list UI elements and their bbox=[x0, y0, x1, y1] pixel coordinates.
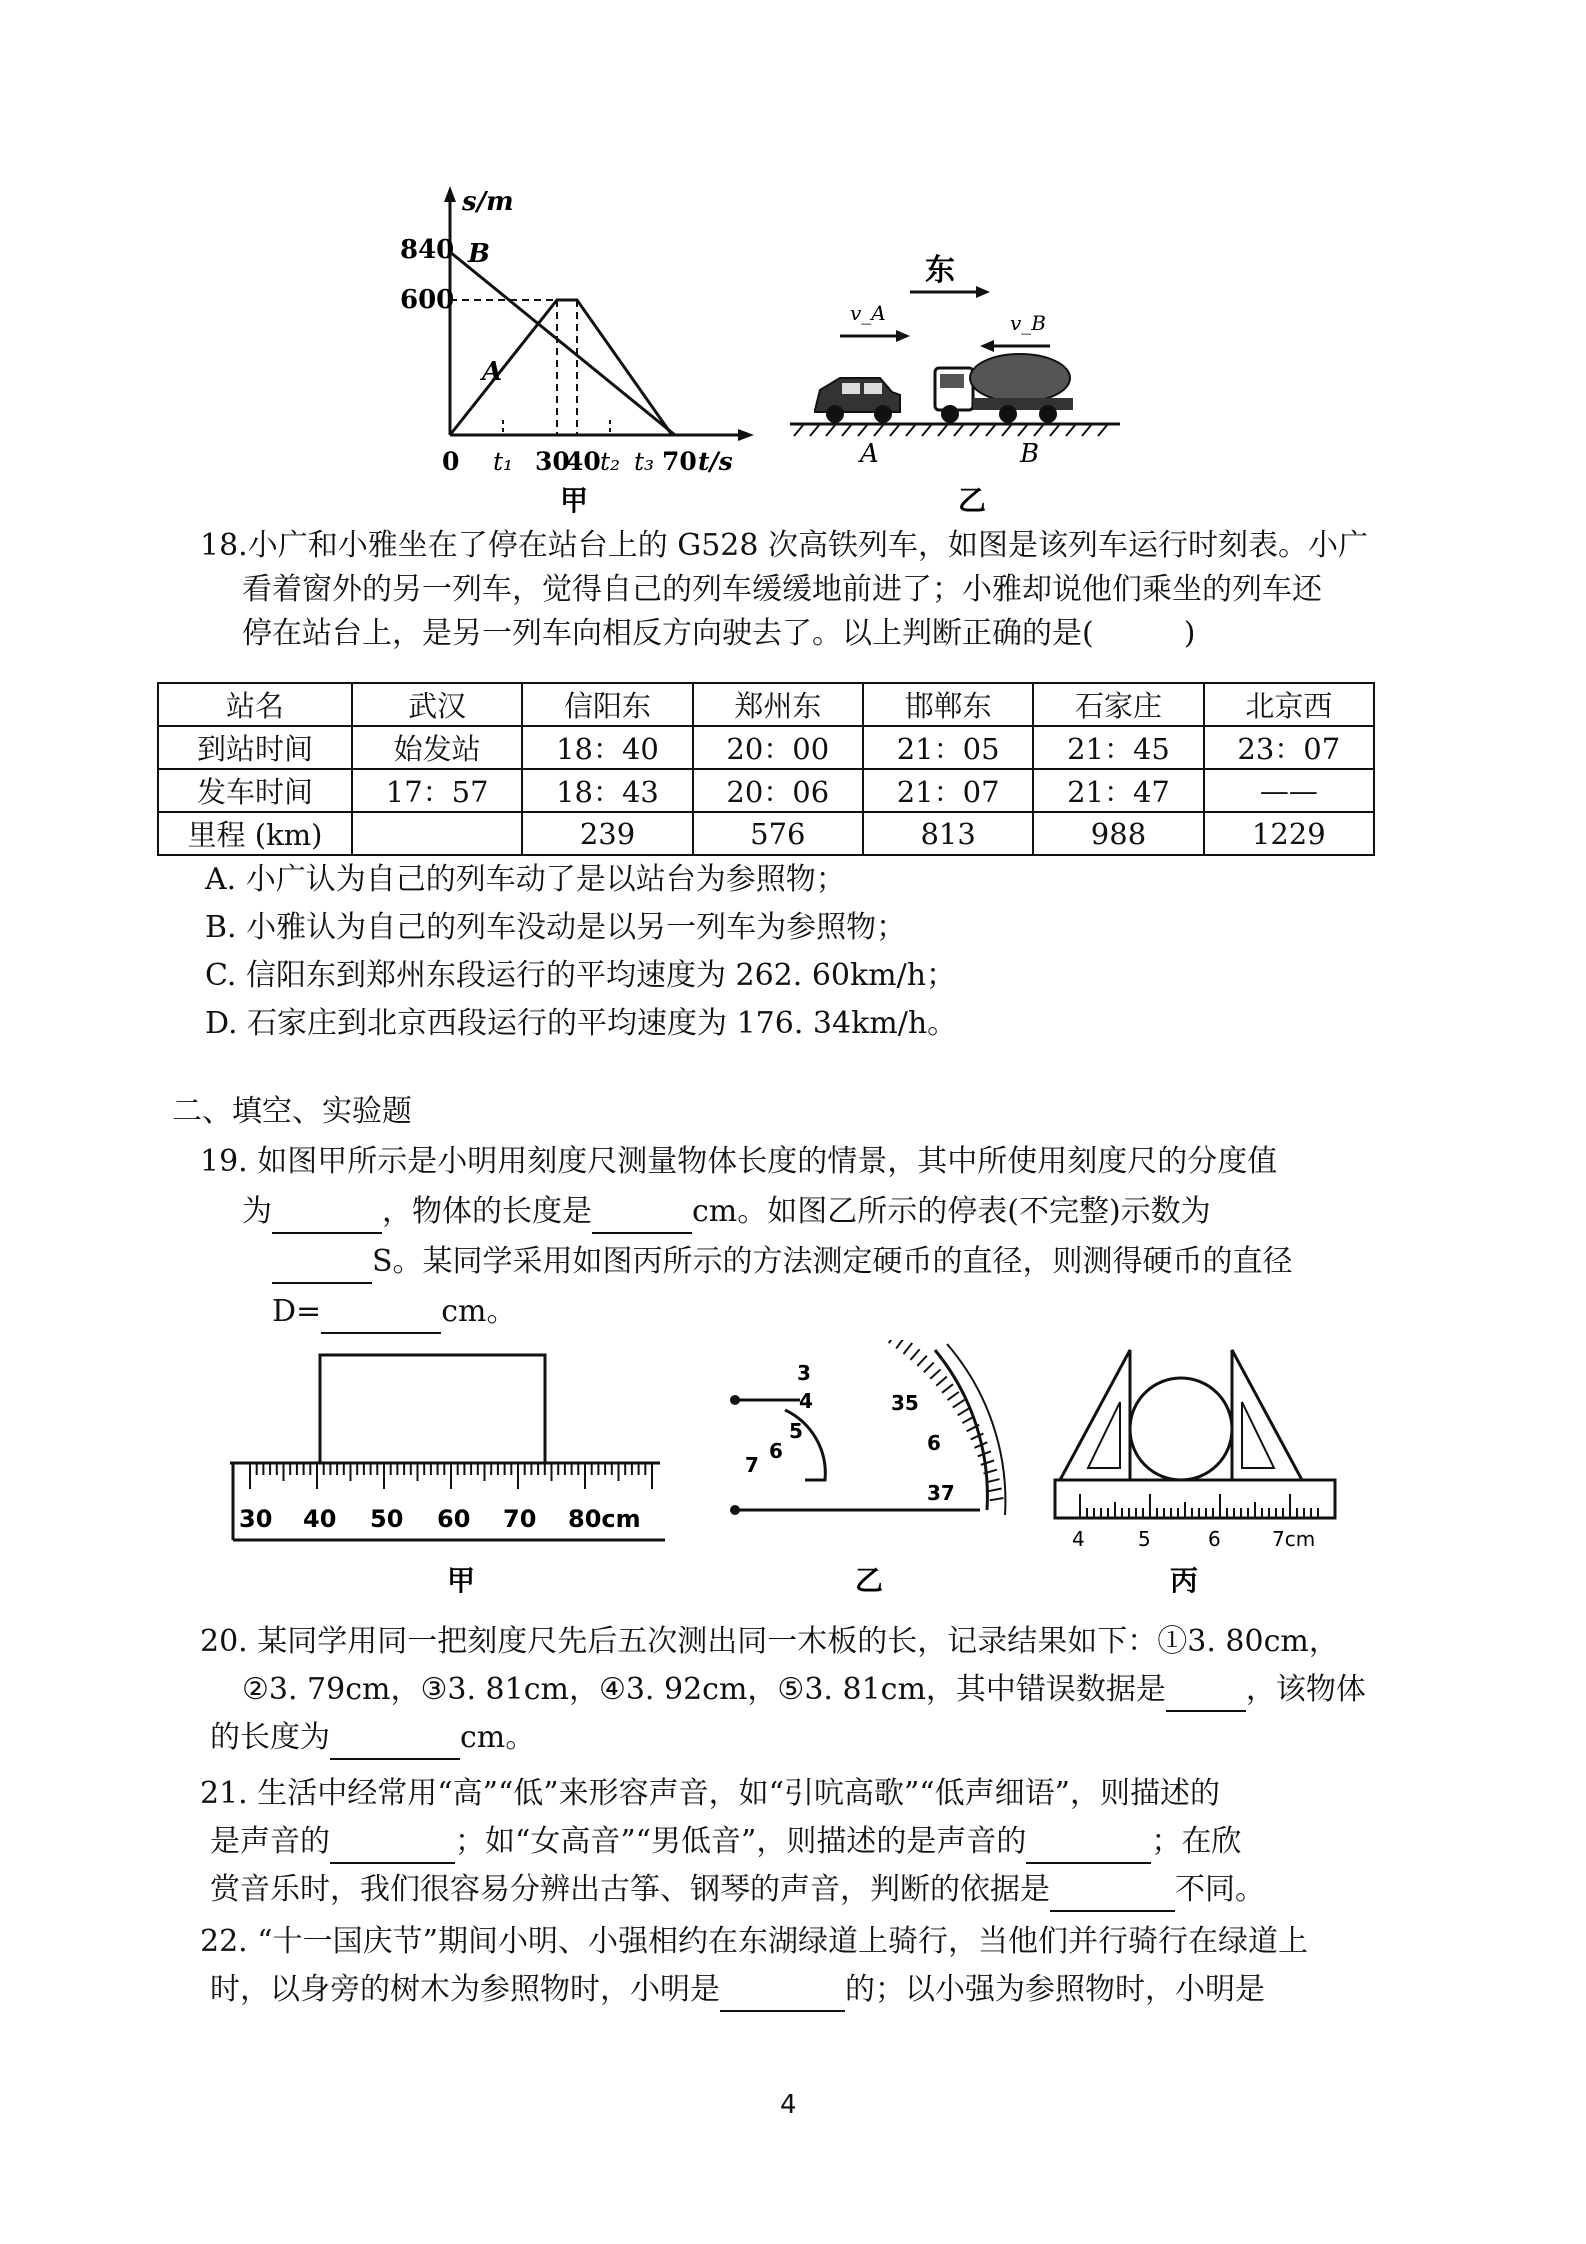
q19-line3 bbox=[272, 1240, 1293, 1284]
coin-caption: 丙 bbox=[1170, 1564, 1199, 1597]
table-cell: 21：07 bbox=[863, 769, 1033, 812]
coin-ruler-tick-4: 4 bbox=[1072, 1527, 1085, 1551]
x-tick-t3: t₃ bbox=[634, 447, 655, 476]
table-cell: 21：45 bbox=[1033, 726, 1203, 769]
q21-blank-2[interactable] bbox=[1026, 1832, 1151, 1864]
big-dial-35: 35 bbox=[891, 1391, 919, 1415]
q18-option-d: D. 石家庄到北京西段运行的平均速度为 176. 34km/h。 bbox=[205, 1006, 958, 1041]
q18-number: 18. bbox=[200, 528, 248, 563]
q20-number: 20. bbox=[200, 1624, 248, 1659]
ruler-tick-40: 40 bbox=[303, 1505, 337, 1533]
small-dial-6: 6 bbox=[769, 1439, 783, 1463]
table-row bbox=[158, 683, 1374, 726]
small-dial-3: 3 bbox=[797, 1361, 811, 1385]
q19-line1-text: 如图甲所示是小明用刻度尺测量物体长度的情景，其中所使用刻度尺的分度值 bbox=[257, 1144, 1278, 1179]
va-label: v_A bbox=[850, 301, 886, 325]
q21-line3-b: 不同。 bbox=[1175, 1872, 1265, 1907]
q20-line1 bbox=[200, 1620, 1339, 1664]
q18-text-line3: 停在站台上，是另一列车向相反方向驶去了。以上判断正确的是( ) bbox=[242, 616, 1196, 651]
q19-blank-diameter[interactable] bbox=[321, 1302, 441, 1334]
ruler-tick-60: 60 bbox=[437, 1505, 471, 1533]
y-tick-840: 840 bbox=[400, 235, 455, 265]
q19-blank-length[interactable] bbox=[592, 1202, 692, 1234]
table-cell: 18：40 bbox=[522, 726, 692, 769]
q18-text-line1: 小广和小雅坐在了停在站台上的 G528 次高铁列车，如图是该列车运行时刻表。小广 bbox=[247, 528, 1369, 563]
q21-line1 bbox=[200, 1772, 1220, 1816]
q19-line4-b: cm。 bbox=[441, 1294, 517, 1329]
q18-option-a: A. 小广认为自己的列车动了是以站台为参照物； bbox=[205, 862, 846, 897]
ruler-tick-30: 30 bbox=[239, 1505, 273, 1533]
q21-line3 bbox=[210, 1868, 1265, 1912]
table-cell: 23：07 bbox=[1204, 726, 1374, 769]
q19-line2-a: 为 bbox=[242, 1194, 272, 1229]
q20-line3 bbox=[210, 1716, 535, 1760]
table-cell: 18：43 bbox=[522, 769, 692, 812]
q22-line1 bbox=[200, 1920, 1308, 1964]
q20-line1-text: 某同学用同一把刻度尺先后五次测出同一木板的长，记录结果如下：①3. 80cm， bbox=[257, 1624, 1339, 1659]
table-cell: 石家庄 bbox=[1033, 683, 1203, 726]
x-tick-30: 30 bbox=[535, 447, 570, 476]
x-tick-70: 70 bbox=[662, 447, 697, 476]
y-axis-label: s/m bbox=[462, 187, 514, 217]
q21-line2-a: 是声音的 bbox=[210, 1824, 330, 1859]
q18-option-b: B. 小雅认为自己的列车没动是以另一列车为参照物； bbox=[205, 910, 907, 945]
q21-line1-text: 生活中经常用“高”“低”来形容声音，如“引吭高歌”“低声细语”，则描述的 bbox=[257, 1776, 1220, 1811]
stopwatch-caption: 乙 bbox=[855, 1564, 884, 1597]
x-tick-t2: t₂ bbox=[600, 447, 621, 476]
table-cell: 17：57 bbox=[352, 769, 522, 812]
figure-17-scene bbox=[780, 240, 1140, 520]
q20-line2 bbox=[242, 1668, 1366, 1712]
q18-text-line2: 看着窗外的另一列车，觉得自己的列车缓缓地前进了；小雅却说他们乘坐的列车还 bbox=[242, 572, 1322, 607]
table-cell: —— bbox=[1204, 769, 1374, 812]
point-a-label: A bbox=[860, 439, 879, 469]
q20-line3-b: cm。 bbox=[460, 1720, 536, 1755]
coin-ruler-tick-7cm: 7cm bbox=[1272, 1527, 1316, 1551]
q19-line1 bbox=[200, 1140, 1277, 1184]
graph-caption: 甲 bbox=[560, 484, 589, 517]
x-axis-label: t/s bbox=[698, 447, 733, 476]
q19-line4 bbox=[272, 1290, 516, 1334]
vb-label: v_B bbox=[1010, 311, 1046, 335]
page-number: 4 bbox=[780, 2090, 797, 2120]
q22-line2-a: 时，以身旁的树木为参照物时，小明是 bbox=[210, 1972, 720, 2007]
q19-line3-b: S。某同学采用如图丙所示的方法测定硬币的直径，则测得硬币的直径 bbox=[372, 1244, 1293, 1279]
table-row bbox=[158, 726, 1374, 769]
table-cell: 813 bbox=[863, 812, 1033, 855]
table-cell bbox=[352, 812, 522, 855]
q19-line2 bbox=[242, 1190, 1211, 1234]
figure-17-graph bbox=[380, 180, 760, 520]
point-b-label: B bbox=[1020, 439, 1040, 469]
q19-line4-a: D= bbox=[272, 1294, 322, 1329]
x-tick-0: 0 bbox=[442, 447, 460, 476]
ruler-tick-50: 50 bbox=[370, 1505, 404, 1533]
q19-line2-c: cm。如图乙所示的停表(不完整)示数为 bbox=[692, 1194, 1211, 1229]
q21-number: 21. bbox=[200, 1776, 248, 1811]
q21-line2-c: ；在欣 bbox=[1151, 1824, 1242, 1859]
q21-line2 bbox=[210, 1820, 1241, 1864]
truck-b-icon bbox=[935, 354, 1073, 423]
coin-ruler-tick-6: 6 bbox=[1208, 1527, 1221, 1551]
table-cell: 21：05 bbox=[863, 726, 1033, 769]
q18-option-c: C. 信阳东到郑州东段运行的平均速度为 262. 60km/h； bbox=[205, 958, 957, 993]
small-dial-5: 5 bbox=[789, 1419, 803, 1443]
table-cell: 信阳东 bbox=[522, 683, 692, 726]
table-row bbox=[158, 769, 1374, 812]
ruler-tick-80cm: 80cm bbox=[568, 1505, 641, 1533]
table-cell: 988 bbox=[1033, 812, 1203, 855]
table-cell: 发车时间 bbox=[158, 769, 352, 812]
table-cell: 站名 bbox=[158, 683, 352, 726]
small-dial-4: 4 bbox=[799, 1389, 813, 1413]
q20-blank-length[interactable] bbox=[330, 1728, 460, 1760]
table-cell: 北京西 bbox=[1204, 683, 1374, 726]
figure-19-ruler bbox=[225, 1345, 685, 1605]
table-cell: 武汉 bbox=[352, 683, 522, 726]
q22-number: 22. bbox=[200, 1924, 248, 1959]
x-tick-t1: t₁ bbox=[493, 447, 514, 476]
table-cell: 20：06 bbox=[693, 769, 863, 812]
scene-caption: 乙 bbox=[958, 484, 987, 517]
q19-line2-b: ，物体的长度是 bbox=[382, 1194, 592, 1229]
table-row bbox=[158, 812, 1374, 855]
figure-19-coin bbox=[1050, 1340, 1350, 1610]
table-cell: 邯郸东 bbox=[863, 683, 1033, 726]
figure-19-stopwatch bbox=[725, 1340, 1025, 1610]
coin-ruler-tick-5: 5 bbox=[1138, 1527, 1151, 1551]
small-dial-7: 7 bbox=[745, 1453, 759, 1477]
x-tick-40: 40 bbox=[566, 447, 601, 476]
q21-line2-b: ；如“女高音”“男低音”，则描述的是声音的 bbox=[455, 1824, 1027, 1859]
q22-line1-text: “十一国庆节”期间小明、小强相约在东湖绿道上骑行，当他们并行骑行在绿道上 bbox=[257, 1924, 1308, 1959]
table-cell: 1229 bbox=[1204, 812, 1374, 855]
q22-line2-b: 的；以小强为参照物时，小明是 bbox=[845, 1972, 1265, 2007]
section2-heading: 二、填空、实验题 bbox=[172, 1094, 412, 1129]
ruler-caption: 甲 bbox=[447, 1564, 476, 1597]
table-cell: 到站时间 bbox=[158, 726, 352, 769]
q22-line2 bbox=[210, 1968, 1265, 2012]
q19-blank-division[interactable] bbox=[272, 1202, 382, 1234]
q21-blank-1[interactable] bbox=[330, 1832, 455, 1864]
ruler-tick-70: 70 bbox=[503, 1505, 537, 1533]
q20-line2-a: ②3. 79cm，③3. 81cm，④3. 92cm，⑤3. 81cm，其中错误数据是 bbox=[242, 1672, 1166, 1707]
table-cell: 21：47 bbox=[1033, 769, 1203, 812]
table-cell: 始发站 bbox=[352, 726, 522, 769]
y-tick-600: 600 bbox=[400, 285, 455, 315]
q20-blank-wrong[interactable] bbox=[1166, 1680, 1246, 1712]
table-cell: 里程 (km) bbox=[158, 812, 352, 855]
q22-blank-1[interactable] bbox=[720, 1980, 845, 2012]
q19-blank-stopwatch[interactable] bbox=[272, 1252, 372, 1284]
table-cell: 20：00 bbox=[693, 726, 863, 769]
big-dial-37: 37 bbox=[927, 1481, 955, 1505]
big-dial-6: 6 bbox=[927, 1431, 941, 1455]
q20-line3-a: 的长度为 bbox=[210, 1720, 330, 1755]
table-cell: 郑州东 bbox=[693, 683, 863, 726]
q21-line3-a: 赏音乐时，我们很容易分辨出古筝、钢琴的声音，判断的依据是 bbox=[210, 1872, 1050, 1907]
timetable bbox=[157, 682, 1375, 856]
direction-label: 东 bbox=[925, 253, 955, 288]
table-cell: 576 bbox=[693, 812, 863, 855]
line-b-label: B bbox=[468, 239, 490, 269]
q19-number: 19. bbox=[200, 1144, 248, 1179]
q20-line2-b: ，该物体 bbox=[1245, 1672, 1366, 1707]
q18-line1 bbox=[200, 524, 1368, 568]
line-a-label: A bbox=[482, 357, 503, 387]
q21-blank-3[interactable] bbox=[1050, 1880, 1175, 1912]
table-cell: 239 bbox=[522, 812, 692, 855]
car-a-icon bbox=[815, 378, 900, 423]
